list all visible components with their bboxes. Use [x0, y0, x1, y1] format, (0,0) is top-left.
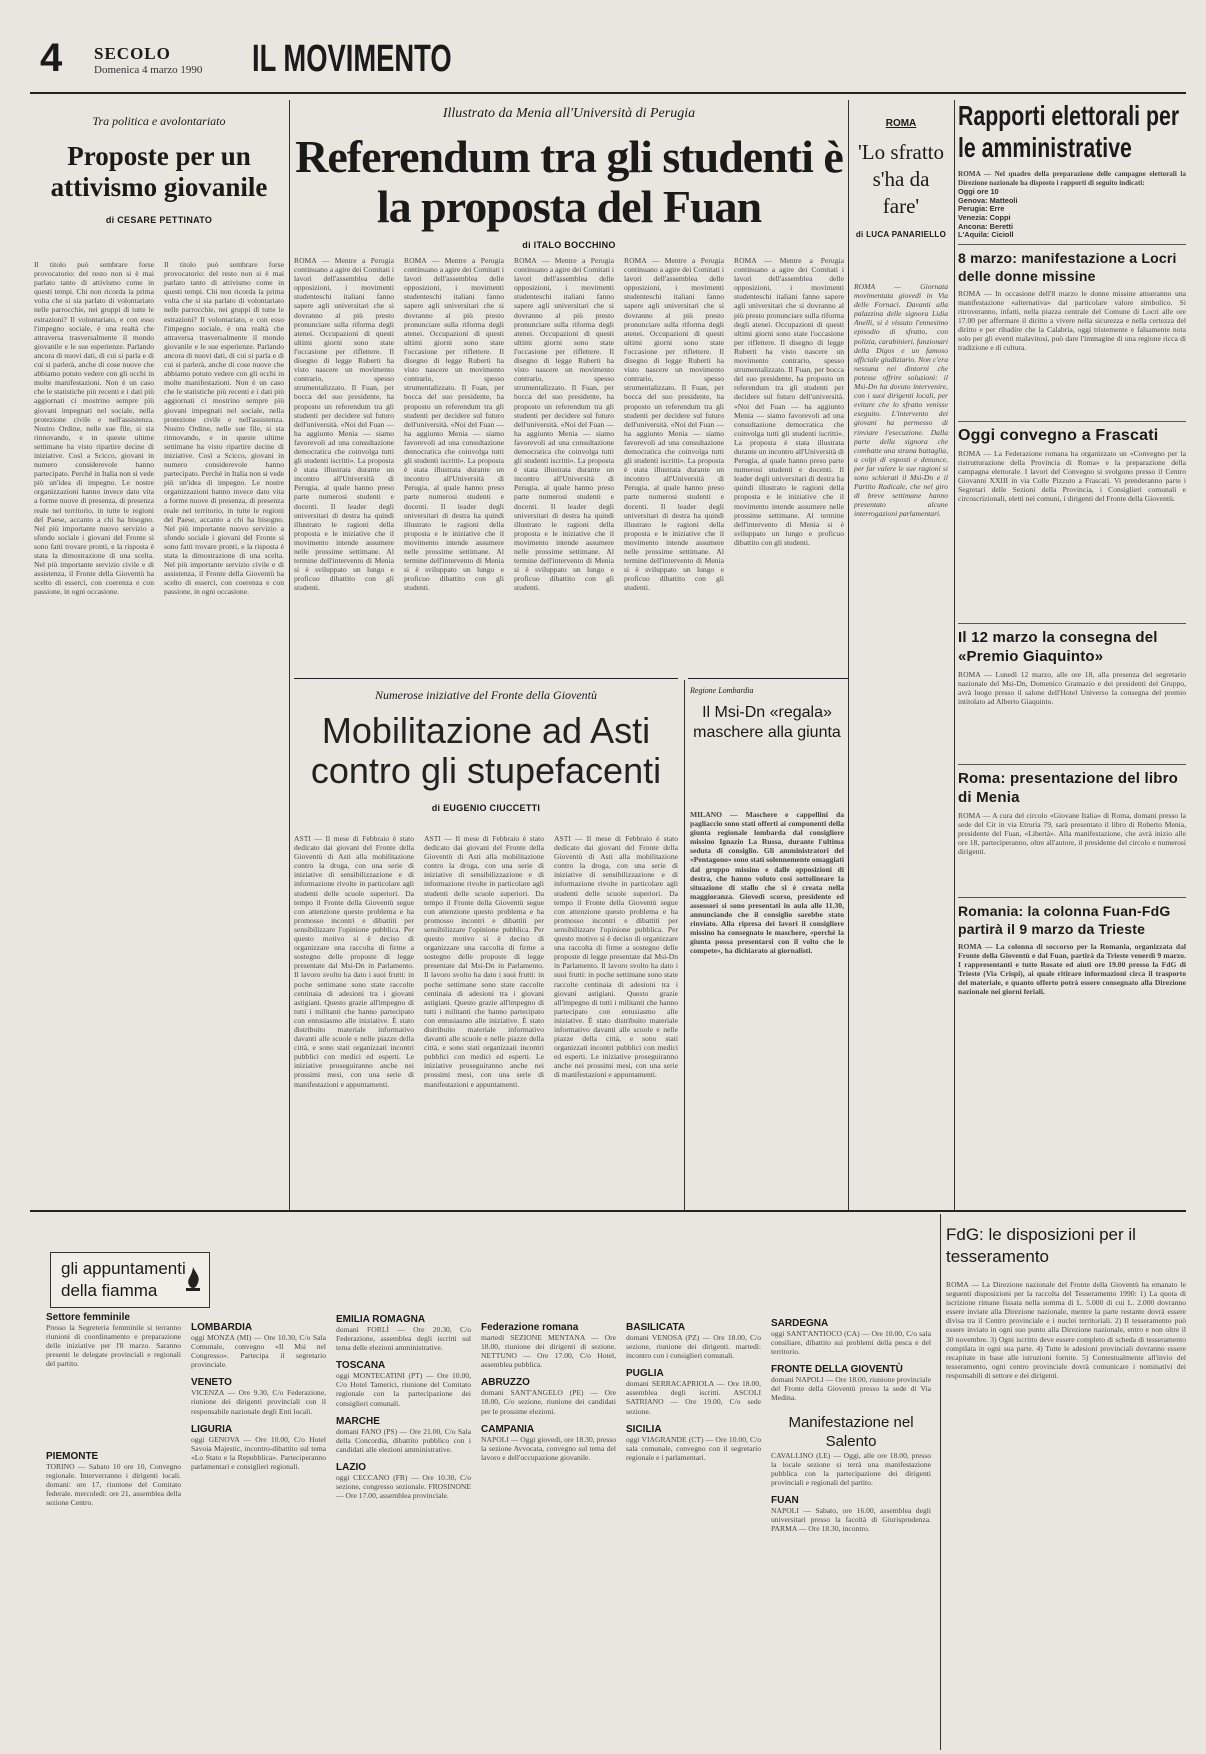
divider-roma [848, 100, 849, 1210]
fdg-headline: FdG: le disposizioni per il tesseramento [946, 1225, 1136, 1266]
listing-region: Federazione romana [481, 1322, 579, 1333]
listing-region: SARDEGNA [771, 1318, 829, 1329]
right-list-item: Oggi ore 10 [958, 187, 999, 197]
lombardia-top-rule [688, 678, 848, 679]
right-column [958, 100, 1186, 1205]
right-item-headline: Roma: presentazione del libro di Menia [958, 769, 1179, 806]
article-lombardia-body: MILANO — Maschere e cappellini da pagliaccio sono stati offerti ai componenti della giunta regionale lombarda dal consigliere missino Ignazio La Russa, durante l'ultima seduta di consiglio. Gli amministratori del «Pentagono» sono stati solennemente omaggiati dal gruppo missino e dalle opposizioni di destra, che hanno voluto così sottolineare la situazione di stallo che si è creata nella maggioranza. Giovedì scorso, presidente ed assessori si sono presentati in aula alle 11.30, annunciando che il consiglio sarebbe stato rinviato. Alla ripresa dei lavori il consigliere missino ha consegnato le maschere, «perché la giunta possa presentarsi con il volto che le compete», ha dichiarato ai giornalisti. [690, 810, 844, 956]
article-asti-body-col1: ASTI — Il mese di Febbraio è stato dedicato dai giovani del Fronte della Gioventù di Asti alla mobilitazione contro la droga, con una serie di iniziative di sensibilizzazione e di informazione rivolte in particolare agli studenti delle scuole superiori. Da tempo il Fronte della Gioventù segue con attenzione questo problema e ha promosso incontri e dibattiti per sensibilizzare l'opinione pubblica. Per questo motivo si è deciso di organizzare una raccolta di firme a sostegno delle proposte di legge presentate dal Msi-Dn in Parlamento. Il lavoro svolto ha dato i suoi frutti: in poche settimane sono state raccolte centinaia di adesioni tra i giovani astigiani. Questo grazie all'impegno di tutti i militanti che hanno partecipato con entusiasmo alle iniziative. È stato distribuito materiale informativo davanti alle scuole e nelle piazze della città, e sono stati organizzati incontri pubblici con medici ed esperti. Le iniziative proseguiranno anche nei prossimi mesi, con una serie di manifestazioni e appuntamenti. [294, 834, 414, 1089]
right-headline: Rapporti elettorali per le amministrative [958, 100, 1180, 163]
listing-region: PIEMONTE [46, 1451, 99, 1462]
article-roma-headline: 'Lo sfratto s'ha da fare' [857, 140, 944, 218]
listing-col [771, 1312, 931, 1752]
listing-text: domani VENOSA (PZ) — Ore 18.00, C/o sezione, riunione dei dirigenti. martedì: incontro con i consiglieri comunali. [626, 1333, 761, 1361]
masthead [30, 36, 1190, 84]
divider-left [289, 100, 290, 1210]
article-asti-byline: di EUGENIO CIUCCETTI [431, 803, 541, 813]
listing-region: EMILIA ROMAGNA [336, 1314, 426, 1325]
right-item-body: ROMA — Lunedì 12 marzo, alle ore 18, alla presenza del segretario nazionale del Msi-Dn, Domenico Gramazio e dei presidenti del Gruppo, avrà luogo presso il salone dell'Hotel Universo la consegna del premio intitolato ad Alberto Giaquinto. [958, 669, 1186, 707]
salento-headline: Manifestazione nel Salento [788, 1413, 914, 1450]
listing-col [626, 1312, 761, 1752]
article-lombardia-region: Regione Lombardia [690, 686, 754, 695]
listing-text: domani FANO (PS) — Ore 21.00, C/o Sala della Concordia, dibattito pubblico con i candidati alle elezioni amministrative. [336, 1426, 471, 1454]
listing-region: TOSCANA [336, 1360, 386, 1372]
right-item-headline: Il 12 marzo la consegna del «Premio Giaquinto» [958, 628, 1158, 665]
right-list [958, 188, 1186, 240]
right-item-body: ROMA — La Federazione romana ha organizzato un «Convegno per la ristrutturazione della Provincia di Roma» e la preparazione della campagna elettorale. I lavori del Convegno si svolgono presso il Centro Giovanni XXIII in via Colle Pizzuto a Frascati. Vi prenderanno parte i Segretari delle Sezioni della Provincia, i Consiglieri comunali e circoscrizionali, eletti nei comuni, i dirigenti del Fronte della Gioventù. [958, 448, 1186, 504]
article-left-body-col1: Il titolo può sembrare forse provocatorio: del resto non si è mai parlato tanto di attivismo come in questi tempi. Chi non ricorda la prima volta che si sia parlato di volontariato nelle parrocchie, nei gruppi di tutte le estrazioni? Il volontariato, e con esso l'impegno sociale, è una realtà che attraversa trasversalmente il mondo giovanile e le sue esperienze. Parlando ancora di nuovi dati, di cui si parla e di cui si parlerà, anche di cose nuove che abbiamo potuto vedere con gli occhi in molte manifestazioni. Non è un caso che le statistiche più recenti e i dati più aggiornati ci mostrino sempre più giovani impegnati nel sociale, nella protezione civile e nell'assistenza. Nostro Ordine, nelle sue file, si sta rinnovando, e in queste ultime settimane ha visto ripartire decine di iniziative. Così a Scicco, giovani in numero considerevole hanno partecipato. Perché in Italia non si vede più un'idea di impegno. Le nostre organizzazioni hanno invece dato vita a forme nuove di presenza, di presenza reale nel territorio, in tutte le regioni del Paese, accanto a chi ha bisogno. Nel più importante nuovo servizio a sfondo sociale i giovani del Fronte si sono fatti trovare pronti, e la risposta è stata la dimostrazione di una scelta. Nel più importante servizio civile e di assistenza, il Fronte della Gioventù ha scelto di esserci, con coerenza e con passione, in ogni occasione. [34, 260, 154, 597]
right-headline-wrap [958, 100, 1186, 164]
divider [958, 623, 1186, 624]
article-lombardia [690, 680, 844, 1205]
listing-region: FRONTE DELLA GIOVENTÙ [771, 1364, 903, 1376]
listing-text: oggi VIAGRANDE (CT) — Ore 10.00, C/o sala comunale, convegno con il segretario regionale e i parlamentari. [626, 1434, 761, 1462]
asti-top-rule [294, 678, 678, 679]
right-item-headline: Romania: la colonna Fuan-FdG partirà il 9 marzo da Trieste [958, 902, 1171, 937]
article-roma-body: ROMA — Giornata movimentata giovedì in Via delle Fornaci. Davanti alla palazzina delle signora Lidia Anelli, si è vissuto l'ennesimo episodio di sfratto, con polizia, carabinieri, funzionari della Digos e un famoso ufficiale giudiziario. Non c'era nessuna nei dintorni che potesse offrire soluzioni: il Msi-Dn ha dovuto intervenire, con i suoi dirigenti locali, per evitare che lo sfratto venisse eseguito. L'intervento dei giovani ha permesso di rinviare l'esecuzione. Dalla parte della signora che combatte una strana battaglia, a colpi di esposti e denunce, per far valere le sue ragioni si sono schierati il Msi-Dn e il Partito Radicale, che nel giro di breve settimane hanno presentato alcune interrogazioni parlamentari. [854, 282, 948, 519]
divider [958, 421, 1186, 422]
listing-region: LIGURIA [191, 1423, 233, 1435]
listing-text: oggi SANT'ANTIOCO (CA) — Ore 10.00, C/o sala consiliare, dibattito sui problemi della pesca e del territorio. [771, 1329, 931, 1357]
section-title-text: IL MOVIMENTO [252, 38, 452, 80]
article-main-body-col2: ROMA — Mentre a Perugia continuano a agire dei Comitati i lavori dell'assemblea delle opposizioni, i movimenti studenteschi italiani fanno sapere agli universitari che si dovranno al più presto pronunciare sulla riforma degli atenei. Occupazioni di questi ultimi giorni sono state l'occasione per riflettere. Il disegno di legge Ruberti ha visto nascere un movimento contrario, spesso strumentalizzato. Il Fuan, per bocca del suo presidente, ha proposto un referendum tra gli studenti per decidere sul futuro dell'università. «Noi del Fuan — ha aggiunto Menia — siamo favorevoli ad una consultazione democratica che coinvolga tutti gli studenti iscritti». La proposta è stata illustrata durante un incontro all'Università di Perugia, al quale hanno preso parte numerosi studenti e docenti. Il leader degli universitari di destra ha quindi illustrato le ragioni della proposta e le iniziative che il movimento intende assumere nelle prossime settimane. Al termine dell'intervento di Menia si è sviluppato un lungo e proficuo dibattito con gli studenti. [404, 256, 504, 593]
right-item-body: ROMA — La colonna di soccorso per la Romania, organizzata dal Fronte della Gioventù e dal Fuan, partirà da Trieste venerdì 9 marzo. I rappresentanti e tutte Rosate ed aiuti ore 19.00 presso la FdG di Trieste (Via Crispi), ai quale ritirare informazioni circa il trasporto del materiale, e quanto offerto potrà essere consegnato alla Direzione nazionale nei giorni feriali. [958, 941, 1186, 997]
article-main-byline: di ITALO BOCCHINO [522, 240, 616, 250]
article-asti-body-col2: ASTI — Il mese di Febbraio è stato dedicato dai giovani del Fronte della Gioventù di Asti alla mobilitazione contro la droga, con una serie di iniziative di sensibilizzazione e di informazione rivolte in particolare agli studenti delle scuole superiori. Da tempo il Fronte della Gioventù segue con attenzione questo problema e ha promosso incontri e dibattiti per sensibilizzare l'opinione pubblica. Per questo motivo si è deciso di organizzare una raccolta di firme a sostegno delle proposte di legge presentate dal Msi-Dn in Parlamento. Il lavoro svolto ha dato i suoi frutti: in poche settimane sono state raccolte centinaia di adesioni tra i giovani astigiani. Questo grazie all'impegno di tutti i militanti che hanno partecipato con entusiasmo alle iniziative. È stato distribuito materiale informativo davanti alle scuole e nelle piazze della città, e sono stati organizzati incontri pubblici con medici ed esperti. Le iniziative proseguiranno anche nei prossimi mesi, con una serie di manifestazioni e appuntamenti. [424, 834, 544, 1089]
right-item-headline: Oggi convegno a Frascati [958, 426, 1159, 444]
appuntamenti-box [50, 1252, 210, 1308]
divider [958, 764, 1186, 765]
listing-text: NAPOLI — Oggi giovedì, ore 18.30, presso la sezione Avvocata, convegno sul tema del lavoro e dell'occupazione giovanile. [481, 1434, 616, 1462]
listing-region: Settore femminile [46, 1312, 130, 1323]
article-roma [852, 100, 950, 1204]
listing-col [336, 1312, 471, 1752]
right-list-item: Ancona: Beretti [958, 221, 1014, 231]
listing-region: VENETO [191, 1377, 232, 1389]
article-asti [294, 680, 678, 1205]
article-left [34, 100, 284, 1204]
right-item-body: ROMA — In occasione dell'8 marzo le donne missine attueranno una manifestazione «alternativa» dal particolare valore simbolico. Si ritroveranno, infatti, nella piazza centrale del Comune di Locri alle ore 17.00 per affermare il diritto a vivere nella sicurezza e nella certezza del diritto e per ribadire che la Calabria, oggi tristemente e falsamente nota solo per gli eventi malavitosi, può dare l'immagine di una regione ricca di tradizione e di cultura. [958, 288, 1186, 353]
divider [958, 244, 1186, 245]
listing-text: domani NAPOLI — Ore 18.00, riunione provinciale del Fronte della Gioventù presso la sede di Via Medina. [771, 1375, 931, 1403]
flame-icon [183, 1265, 203, 1293]
right-list-item: Genova: Matteoli [958, 195, 1018, 205]
divider-lombardia [684, 680, 685, 1210]
article-main [294, 100, 844, 680]
listing-region: BASILICATA [626, 1322, 686, 1333]
article-left-headline: Proposte per un attivismo giovanile [50, 141, 268, 202]
article-asti-kicker: Numerose iniziative del Fronte della Gioventù [374, 688, 598, 702]
listing-text: oggi MONZA (MI) — Ore 10.30, C/o Sala Comunale, convegno «Il Msi nel Congresso». Partecipa il segretario provinciale. [191, 1333, 326, 1370]
fdg-box [946, 1218, 1186, 1748]
article-left-byline: di CESARE PETTINATO [105, 215, 213, 225]
listing-col [46, 1312, 181, 1752]
article-lombardia-headline: Il Msi-Dn «regala» maschere alla giunta [693, 704, 841, 741]
appuntamenti-listings [46, 1312, 936, 1752]
listing-region: LOMBARDIA [191, 1322, 253, 1333]
right-list-item: Perugia: Erre [958, 204, 1005, 214]
listing-region: CAMPANIA [481, 1423, 535, 1435]
article-main-headline: Referendum tra gli studenti è la proposta del Fuan [295, 131, 843, 232]
listing-col [481, 1312, 616, 1752]
article-roma-byline: di LUCA PANARIELLO [855, 230, 947, 239]
listing-text: TORINO — Sabato 10 ore 10, Convegno regionale. Interverranno i dirigenti locali. domani: ore 17, riunione del Comitato federale. mercoledì: ore 21, assemblea della sezione Centro. [46, 1462, 181, 1508]
right-list-item: L'Aquila: Cicioll [958, 230, 1014, 240]
listing-text: oggi GENOVA — Ore 10.00, C/o Hotel Savoia Majestic, incontro-dibattito sul tema «Lo Stato e la Repubblica». Parteciperanno parlamentari e consiglieri regionali. [191, 1434, 326, 1471]
listing-region: MARCHE [336, 1415, 380, 1427]
article-roma-region: ROMA [885, 118, 917, 129]
listing-text: domani FORLÌ — Ore 20.30, C/o Federazione, assemblea degli iscritti sul tema delle elezioni amministrative. [336, 1325, 471, 1353]
right-item-body: ROMA — A cura del circolo «Giovane Italia» di Roma, domani presso la sede del Cir in via Etruria 79, sarà presentato il libro di Roberto Menia, presidente del Fuan, «Libertà». Alla manifestazione, che avrà inizio alle ore 18, parteciperanno, oltre all'autore, il presidente del circolo e numerosi dirigenti. [958, 810, 1186, 857]
salento-body: CAVALLINO (LE) — Oggi, alle ore 18.00, presso la locale sezione si terrà una manifestazione pubblica con la partecipazione dei dirigenti provinciali e regionali del partito. [771, 1450, 931, 1487]
divider [958, 897, 1186, 898]
listing-text: Presso la Segreteria femminile si terranno riunioni di coordinamento e preparazione delle iniziative per l'8 marzo. Saranno presenti le delegate provinciali e regionali del partito. [46, 1323, 181, 1369]
article-main-body-col1: ROMA — Mentre a Perugia continuano a agire dei Comitati i lavori dell'assemblea delle opposizioni, i movimenti studenteschi italiani fanno sapere agli universitari che si dovranno al più presto pronunciare sulla riforma degli atenei. Occupazioni di questi ultimi giorni sono state l'occasione per riflettere. Il disegno di legge Ruberti ha visto nascere un movimento contrario, spesso strumentalizzato. Il Fuan, per bocca del suo presidente, ha proposto un referendum tra gli studenti per decidere sul futuro dell'università. «Noi del Fuan — ha aggiunto Menia — siamo favorevoli ad una consultazione democratica che coinvolga tutti gli studenti iscritti». La proposta è stata illustrata durante un incontro all'Università di Perugia, al quale hanno preso parte numerosi studenti e docenti. Il leader degli universitari di destra ha quindi illustrato le ragioni della proposta e le iniziative che il movimento intende assumere nelle prossime settimane. Al termine dell'intervento di Menia si è sviluppato un lungo e proficuo dibattito con gli studenti. [294, 256, 394, 593]
article-main-body-col3: ROMA — Mentre a Perugia continuano a agire dei Comitati i lavori dell'assemblea delle opposizioni, i movimenti studenteschi italiani fanno sapere agli universitari che si dovranno al più presto pronunciare sulla riforma degli atenei. Occupazioni di questi ultimi giorni sono state l'occasione per riflettere. Il disegno di legge Ruberti ha visto nascere un movimento contrario, spesso strumentalizzato. Il Fuan, per bocca del suo presidente, ha proposto un referendum tra gli studenti per decidere sul futuro dell'università. «Noi del Fuan — ha aggiunto Menia — siamo favorevoli ad una consultazione democratica che coinvolga tutti gli studenti iscritti». La proposta è stata illustrata durante un incontro all'Università di Perugia, al quale hanno preso parte numerosi studenti e docenti. Il leader degli universitari di destra ha quindi illustrato le ragioni della proposta e le iniziative che il movimento intende assumere nelle prossime settimane. Al termine dell'intervento di Menia si è sviluppato un lungo e proficuo dibattito con gli studenti. [514, 256, 614, 593]
listing-region: PUGLIA [626, 1368, 664, 1380]
right-item-headline: 8 marzo: manifestazione a Locri delle donne missine [958, 249, 1177, 284]
article-main-body-col4: ROMA — Mentre a Perugia continuano a agire dei Comitati i lavori dell'assemblea delle opposizioni, i movimenti studenteschi italiani fanno sapere agli universitari che si dovranno al più presto pronunciare sulla riforma degli atenei. Occupazioni di questi ultimi giorni sono state l'occasione per riflettere. Il disegno di legge Ruberti ha visto nascere un movimento contrario, spesso strumentalizzato. Il Fuan, per bocca del suo presidente, ha proposto un referendum tra gli studenti per decidere sul futuro dell'università. «Noi del Fuan — ha aggiunto Menia — siamo favorevoli ad una consultazione democratica che coinvolga tutti gli studenti iscritti». La proposta è stata illustrata durante un incontro all'Università di Perugia, al quale hanno preso parte numerosi studenti e docenti. Il leader degli universitari di destra ha quindi illustrato le ragioni della proposta e le iniziative che il movimento intende assumere nelle prossime settimane. Al termine dell'intervento di Menia si è sviluppato un lungo e proficuo dibattito con gli studenti. [624, 256, 724, 593]
listing-region: ABRUZZO [481, 1377, 530, 1389]
listing-text: domani SERRACAPRIOLA — Ore 18.00, assemblea degli iscritti. ASCOLI SATRIANO — Ore 19.00, C/o sede sezione. [626, 1379, 761, 1416]
listing-text: domani SANT'ANGELO (PE) — Ore 18.00, C/o sezione, riunione dei candidati per le prossime elezioni. [481, 1388, 616, 1416]
right-intro: ROMA — Nel quadro della preparazione delle campagne elettorali la Direzione nazionale ha disposto i rapporti di seguito indicati: [958, 170, 1186, 188]
article-asti-body-col3: ASTI — Il mese di Febbraio è stato dedicato dai giovani del Fronte della Gioventù di Asti alla mobilitazione contro la droga, con una serie di iniziative di sensibilizzazione e di informazione rivolte in particolare agli studenti delle scuole superiori. Da tempo il Fronte della Gioventù segue con attenzione questo problema e ha promosso incontri e dibattiti per sensibilizzare l'opinione pubblica. Per questo motivo si è deciso di organizzare una raccolta di firme a sostegno delle proposte di legge presentate dal Msi-Dn in Parlamento. Il lavoro svolto ha dato i suoi frutti: in poche settimane sono state raccolte centinaia di adesioni tra i giovani astigiani. Questo grazie all'impegno di tutti i militanti che hanno partecipato con entusiasmo alle iniziative. È stato distribuito materiale informativo davanti alle scuole e nelle piazze della città, e sono stati organizzati incontri pubblici con medici ed esperti. Le iniziative proseguiranno anche nei prossimi mesi, con una serie di manifestazioni e appuntamenti. [554, 834, 678, 1080]
listing-col [191, 1312, 326, 1752]
listing-text: NAPOLI — Sabato, ore 16.00, assemblea degli universitari presso la facoltà di Giurisprudenza. PARMA — Ore 18.30, incontro. [771, 1505, 931, 1534]
listing-region: FUAN [771, 1494, 799, 1506]
listing-text: martedì SEZIONE MENTANA — Ore 18.00, riunione dei dirigenti di sezione. NETTUNO — Ore 17.00, C/o Hotel, assemblea pubblica. [481, 1333, 616, 1370]
listing-region: SICILIA [626, 1423, 662, 1435]
appuntamenti-title-2: della fiamma [61, 1281, 158, 1300]
masthead-rule [30, 92, 1186, 94]
appuntamenti-title-1: gli appuntamenti [61, 1259, 186, 1278]
listing-text: VICENZA — Ore 9.30, C/o Federazione, riunione dei dirigenti provinciali con il responsabile nazionale degli Enti locali. [191, 1388, 326, 1416]
divider-fdg [940, 1214, 941, 1750]
listing-text: oggi CECCANO (FR) — Ore 10.30, C/o sezione, congresso sezionale. FROSINONE — Ore 17.00, assemblea provinciale. [336, 1472, 471, 1501]
article-main-body-col5: ROMA — Mentre a Perugia continuano a agire dei Comitati i lavori dell'assemblea delle opposizioni, i movimenti studenteschi italiani fanno sapere agli universitari che si dovranno al più presto pronunciare sulla riforma degli atenei. Occupazioni di questi ultimi giorni sono state l'occasione per riflettere. Il disegno di legge Ruberti ha visto nascere un movimento contrario, spesso strumentalizzato. Il Fuan, per bocca del suo presidente, ha proposto un referendum tra gli studenti per decidere sul futuro dell'università. «Noi del Fuan — ha aggiunto Menia — siamo favorevoli ad una consultazione democratica che coinvolga tutti gli studenti iscritti». La proposta è stata illustrata durante un incontro all'Università di Perugia, al quale hanno preso parte numerosi studenti e docenti. Il leader degli universitari di destra ha quindi illustrato le ragioni della proposta e le iniziative che il movimento intende assumere nelle prossime settimane. Al termine dell'intervento di Menia si è sviluppato un lungo e proficuo dibattito con gli studenti. [734, 256, 844, 547]
listing-region: LAZIO [336, 1461, 366, 1473]
listing-text: oggi MONTECATINI (PT) — Ore 10.00, C/o Hotel Tamerici, riunione del Comitato regionale con la partecipazione dei consiglieri comunali. [336, 1371, 471, 1408]
paper-name: SECOLO [94, 44, 171, 63]
page-number: 4 [40, 36, 63, 80]
fdg-body: ROMA — La Direzione nazionale del Fronte della Gioventù ha emanato le seguenti disposizioni per la raccolta del Tesseramento 1990: 1) La quota di iscrizione rimane fissata nella somma di L. 5.000 di cui L. 2.000 dovranno essere inviate alla Direzione nazionale, mentre la parte restante dovrà essere divisa tra il Centro provinciale e i nuclei territoriali. 2) Il tesseramento può essere inviato in ogni suo punto alla Direzione nazionale, entro e non oltre il 30 novembre. 3) Ogni iscritto deve essere completo di scheda di tesseramento compilata in ogni sua parte. 4) Tutte le adesioni provinciali dovranno essere recapitate in base alle istruzioni fornite. 5) Contestualmente all'invio del tesseramento, ogni centro provinciale dovrà comunicare i nominativi dei responsabili di settore e dei dirigenti. [946, 1280, 1186, 1380]
issue-date: Domenica 4 marzo 1990 [94, 64, 203, 76]
article-left-body-col2: Il titolo può sembrare forse provocatorio: del resto non si è mai parlato tanto di attivismo come in questi tempi. Chi non ricorda la prima volta che si sia parlato di volontariato nelle parrocchie, nei gruppi di tutte le estrazioni? Il volontariato, e con esso l'impegno sociale, è una realtà che attraversa trasversalmente il mondo giovanile e le sue esperienze. Parlando ancora di nuovi dati, di cui si parla e di cui si parlerà, anche di cose nuove che abbiamo potuto vedere con gli occhi in molte manifestazioni. Non è un caso che le statistiche più recenti e i dati più aggiornati ci mostrino sempre più giovani impegnati nel sociale, nella protezione civile e nell'assistenza. Nostro Ordine, nelle sue file, si sta rinnovando, e in queste ultime settimane ha visto ripartire decine di iniziative. Così a Scicco, giovani in numero considerevole hanno partecipato. Perché in Italia non si vede più un'idea di impegno. Le nostre organizzazioni hanno invece dato vita a forme nuove di presenza, di presenza reale nel territorio, in tutte le regioni del Paese, accanto a chi ha bisogno. Nel più importante nuovo servizio a sfondo sociale i giovani del Fronte si sono fatti trovare pronti, e la risposta è stata la dimostrazione di una scelta. Nel più importante servizio civile e di assistenza, il Fronte della Gioventù ha scelto di esserci, con coerenza e con passione, in ogni occasione. [164, 260, 284, 597]
bottom-top-rule [30, 1210, 1186, 1212]
divider-right [954, 100, 955, 1210]
section-title [252, 38, 512, 82]
article-asti-headline: Mobilitazione ad Asti contro gli stupefacenti [310, 710, 662, 791]
article-left-kicker: Tra politica e avolontariato [92, 114, 226, 128]
right-list-item: Venezia: Coppi [958, 212, 1011, 222]
article-main-kicker: Illustrato da Menia all'Università di Perugia [442, 106, 696, 121]
